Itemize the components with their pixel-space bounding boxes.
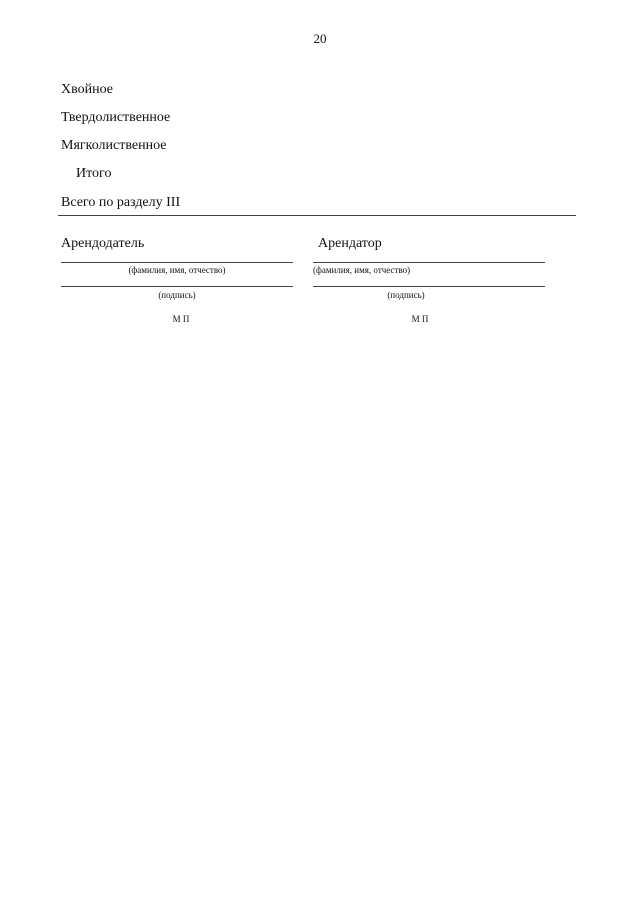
table-bottom-rule — [58, 215, 576, 216]
lessee-signature-line — [313, 286, 545, 287]
row-hardwood: Твердолиственное — [61, 110, 171, 125]
page-number: 20 — [313, 31, 327, 46]
row-softwood: Мягколиственное — [61, 138, 167, 153]
lessee-title: Арендатор — [318, 236, 382, 251]
lessor-signature-caption: (подпись) — [158, 290, 196, 300]
lessee-signature-caption: (подпись) — [387, 290, 425, 300]
lessee-stamp: М П — [411, 314, 429, 324]
lessor-signature-line — [61, 286, 293, 287]
lessor-title: Арендодатель — [61, 236, 145, 251]
lessor-name-caption: (фамилия, имя, отчество) — [128, 265, 226, 275]
row-section-total: Всего по разделу III — [61, 195, 181, 210]
lessee-name-caption: (фамилия, имя, отчество) — [313, 265, 411, 275]
row-subtotal: Итого — [76, 166, 112, 181]
lessor-name-line — [61, 262, 293, 263]
row-coniferous: Хвойное — [61, 82, 113, 97]
lessor-stamp: М П — [172, 314, 190, 324]
lessee-name-line — [313, 262, 545, 263]
